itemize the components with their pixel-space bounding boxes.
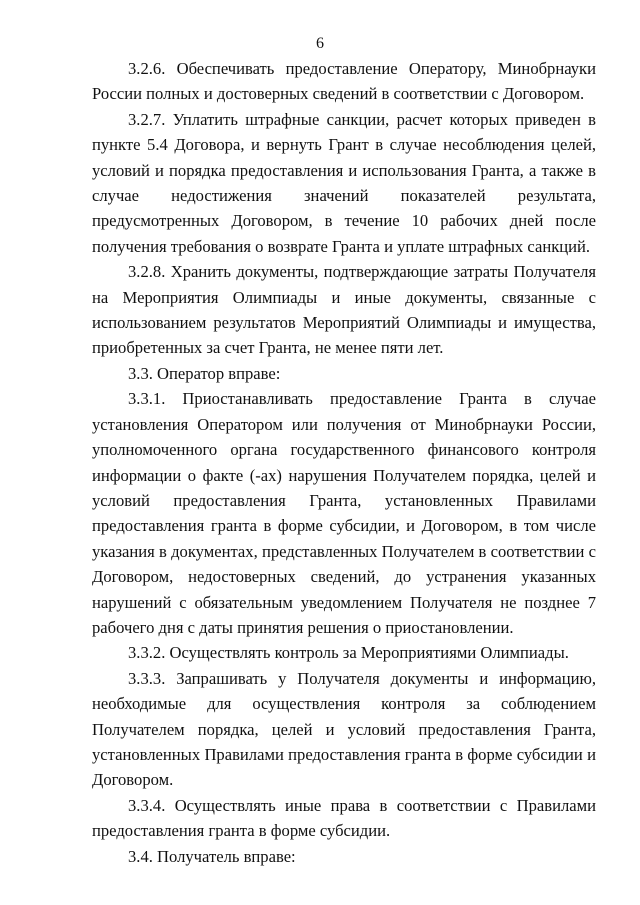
- paragraph-3-2-8: 3.2.8. Хранить документы, подтверждающие затраты Получателя на Мероприятия Олимпиады и иные документы, связанные с использованием результатов Мероприятий Олимпиады и имущества, приобретенных за счет Гранта, не менее пяти лет.: [92, 262, 596, 358]
- paragraph-3-2-7: 3.2.7. Уплатить штрафные санкции, расчет которых приведен в пункте 5.4 Договора, и вернуть Грант в случае несоблюдения целей, условий и порядка предоставления и использования Гранта, а также в случае недостижения значений показателей результата, предусмотренных Договором, в течение 10 рабочих дней после получения требования о возврате Гранта и уплате штрафных санкций.: [92, 109, 596, 256]
- paragraph-3-4: 3.4. Получатель вправе:: [128, 846, 296, 866]
- paragraph-3-2-6: 3.2.6. Обеспечивать предоставление Оператору, Минобрнауки России полных и достоверных сведений в соответствии с Договором.: [92, 59, 596, 104]
- paragraph-3-3-4: 3.3.4. Осуществлять иные права в соответствии с Правилами предоставления гранта в форме субсидии.: [92, 795, 596, 841]
- page-number: 6: [316, 35, 324, 52]
- paragraph-3-3-3: 3.3.3. Запрашивать у Получателя документы и информацию, необходимые для осуществления контроля за соблюдением Получателем порядка, целей и условий предоставления Гранта, установленных Правилами предоставления гранта в форме субсидии и Договором.: [92, 668, 596, 790]
- paragraph-3-3-2: 3.3.2. Осуществлять контроль за Мероприятиями Олимпиады.: [128, 643, 569, 663]
- document-body: [92, 56, 596, 869]
- paragraph-3-3: 3.3. Оператор вправе:: [128, 363, 281, 383]
- paragraph-3-3-1: 3.3.1. Приостанавливать предоставление Гранта в случае установления Оператором или получения от Минобрнауки России, уполномоченного органа государственного финансового контроля информации о факте (-ах) нарушения Получателем порядка, целей и условий предоставления Гранта, установленных Правилами предоставления гранта в форме субсидии, и Договором, в том числе указания в документах, представленных Получателем в соответствии с Договором, недостоверных сведений, до устранения указанных нарушений с обязательным уведомлением Получателя не позднее 7 рабочего дня с даты принятия решения о приостановлении.: [92, 389, 596, 637]
